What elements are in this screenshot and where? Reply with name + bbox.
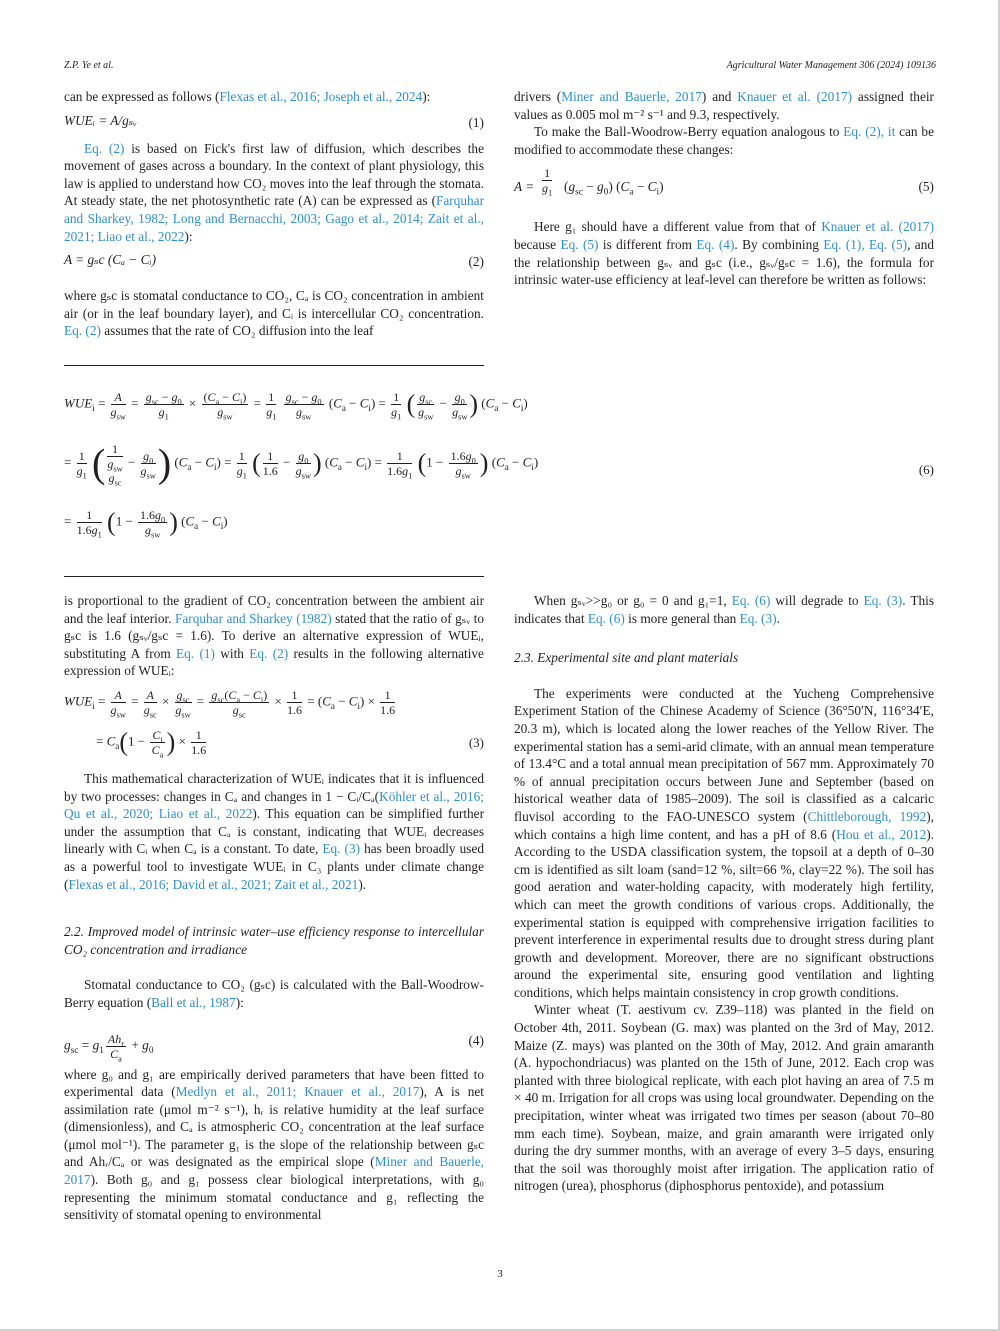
equation-link[interactable]: Eq. (2) — [84, 140, 125, 156]
running-header-authors: Z.P. Ye et al. — [64, 60, 114, 71]
equation-link[interactable]: Eq. (3) — [739, 610, 777, 626]
citation-link[interactable]: Medlyn et al., 2011; Knauer et al., 2017 — [175, 1084, 420, 1100]
paragraph: can be expressed as follows (Flexas et al., 2016; Joseph et al., 2024): — [64, 89, 431, 104]
citation-link[interactable]: Knauer et al. (2017) — [737, 89, 853, 104]
citation-link[interactable]: Flexas et al., 2016; David et al., 2021; Zait et al., 2021 — [68, 876, 359, 892]
paragraph: Eq. (2) is based on Fick's first law of diffusion, which describes the movement of gases across a boundary. In the context of plant physiology, this law is applied to understand how CO₂ moves into the leaf through the stomata. At steady state, the net photosynthetic rate (A) can be expressed as (Farquhar and Sharkey, 1982; Long and Bernacchi, 2003; Gago et al., 2014; Zait et al., 2021; Liao et al., 2022): — [64, 140, 484, 244]
equation-1: WUEᵢ = A/gₛᵥ (1) — [64, 112, 484, 130]
paragraph: The experiments were conducted at the Yucheng Comprehensive Experiment Station of the Chinese Academy of Science (36°50′N, 116°34′E, 20.3 m), which is located along the lower reaches of the Yellow River. The experimental station has a semi-arid climate, with an annual mean temperature of 13.4°C and a total annual mean precipitation of 567 mm. Approximately 70 % of annual precipitation occurs between June and September (based on historical weather data of 1985–2009). The soil is classified as a calcaric fluvisol according to the FAO-UNESCO system (Chittleborough, 1992), which contains a high lime content, and has a pH of 8.6 (Hou et al., 2012). According to the USDA classification system, the topsoil at a depth of 0–30 cm is identified as silt loam (sand=12 %, silt=66 %, clay=22 %). The soil has good aeration and water-holding capacity, with moderately high fertility, which can meet the growth conditions of various crops. Additionally, the experimental station is equipped with comprehensive irrigation facilities to prevent interference in experimental results due to drought stress during plant growth and development. Moreover, there are no significant obstructions around the experimental site, ensuring good ventilation and lighting conditions, which helps maintain consistency in crop growth conditions. — [514, 685, 934, 1000]
paragraph: Stomatal conductance to CO₂ (gₛc) is calculated with the Ball-Woodrow-Berry equation (Ball et al., 1987): — [64, 977, 484, 1010]
citation-link[interactable]: Ball et al., 1987 — [151, 994, 236, 1010]
citation-link[interactable]: Farquhar and Sharkey (1982) — [175, 610, 332, 626]
equation-number: (2) — [468, 254, 484, 270]
paragraph: Here g₁ should have a different value from that of Knauer et al. (2017) because Eq. (5) is different from Eq. (4). By combining Eq. (1), Eq. (5), and the relationship between gₛᵥ and gₛc (i.e., gₛᵥ/gₛc = 1.6), the formula for intrinsic water-use efficiency at leaf-level can therefore be written as follows: — [514, 219, 935, 288]
running-header-journal: Agricultural Water Management 306 (2024) 109136 — [726, 60, 936, 71]
equation-link[interactable]: Eq. (2) — [249, 645, 289, 661]
paragraph: To make the Ball-Woodrow-Berry equation analogous to Eq. (2), it can be modified to accommodate these changes: — [514, 124, 934, 157]
citation-link[interactable]: Miner and Bauerle, 2017 — [64, 1154, 484, 1188]
equation-number: (3) — [468, 734, 484, 750]
equation-6: $WUE_i$ = $\frac{A}{g_{sw}}$ = $\frac{g_{sc} - g_0}{g_1}$ × $\frac{(C_a - C_i)}{g_{sw}}$ = $\frac{1}{g_1}$ $\frac{g_{sc} - g_0}{g_{sw}}$ $(C_a - C_i)$ = $\frac{1}{g_1}$ ( $\frac{g_{sc}}{g_{sw}}$ − $\frac{g_0}{g_{sw}}$ ) $(C_a - C_i)$ = $\frac{1}{g_1}$ ( 1 $g_{sw}$ $g_{sc}$ − $\frac{g_0}{g_{sw}}$ ) $(C_a - C_i)$ = $\frac{1}{g_1}$ ( $\frac{1}{1.6}$ − $\frac{g_0}{g_{sw}}$ ) $(C_a - C_i)$ = $\frac{1}{1.6g_1}$ (1 − $\frac{1.6g_0}{g_{sw}}$ ) $(C_a - C_i)$ = $\frac{1}{1.6g_1}$ (1 − $\frac{1.6g_0}{g_{sw}}$ ) $(C_a - C_i)$ (6) — [64, 389, 934, 540]
equation-4: $g_{sc} = g_1$ $\frac{Ah_r}{C_a}$ + $g_0$ (4) — [64, 1031, 484, 1063]
paragraph: When gₛᵥ>>g₀ or g₀ = 0 and g₁=1, Eq. (6) will degrade to Eq. (3). This indicates that Eq. (6) is more general than Eq. (3). — [514, 593, 935, 626]
section-heading: 2.2. Improved model of intrinsic water–use efficiency response to intercellular CO₂ concentration and irradiance — [64, 924, 484, 957]
left-column-bottom — [64, 592, 484, 1224]
equation-2: A = gₛc (Cₐ − Cᵢ) (2) — [64, 252, 484, 270]
citation-link[interactable]: Chittleborough, 1992 — [807, 808, 927, 824]
separator-rule — [64, 576, 484, 577]
equation-5: A = $\frac{1}{g_1}$ $(g_{sc} - g_0) (C_a - C_i)$ (5) — [514, 166, 934, 199]
equation-link[interactable]: Eq. (6) — [731, 593, 771, 608]
paragraph: where gₛc is stomatal conductance to CO₂, Cₐ is CO₂ concentration in ambient air (or in the leaf boundary layer), and Cᵢ is intercellular CO₂ concentration. Eq. (2) assumes that the rate of CO₂ diffusion into the leaf — [64, 288, 484, 339]
equation-link[interactable]: Eq. (1), Eq. (5) — [823, 236, 908, 252]
equation-number: (4) — [468, 1032, 484, 1048]
equation-link[interactable]: Eq. (2) — [64, 323, 101, 339]
paragraph: Winter wheat (T. aestivum cv. Z39–118) was planted in the field on October 4th, 2011. Soybean (G. max) was planted on the 3rd of May, 2012. Maize (Z. mays) was planted on the 30th of May, 2012. And grain amaranth (A. hypochondriacus) was planted on the 15th of June, 2012. Each crop was planted with three biological replicate, with each plot having an area of 7.5 m × 40 m. Irrigation for all crops was using local groundwater. Depending on the precipitation, winter wheat was irrigated two times per season (about 70–80 mm each time). Soybean, maize, and grain amaranth were irrigated only during the dry summer months, with an average of every 3–5 days, ensuring that the soil was thoroughly moist after irrigation. The application ratio of nitrogen (urea), phosphorus (diphosphorus pentoxide), and potassium — [514, 1002, 934, 1194]
equation-link[interactable]: Eq. (5) — [560, 236, 599, 252]
equation-link[interactable]: Eq. (3) — [322, 841, 361, 857]
equation-link[interactable]: Eq. (1) — [176, 645, 215, 661]
equation-link[interactable]: Eq. (4) — [696, 236, 735, 252]
equation-number: (5) — [918, 179, 934, 195]
right-column-top — [514, 88, 934, 289]
citation-link[interactable]: Köhler et al., 2016; Qu et al., 2020; Liao et al., 2022 — [64, 788, 484, 822]
equation-link[interactable]: Eq. (6) — [587, 610, 625, 626]
citation-link[interactable]: Farquhar and Sharkey, 1982; Long and Bernacchi, 2003; Gago et al., 2014; Zait et al., 2021; Liao et al., 2022 — [64, 193, 484, 244]
paragraph: is proportional to the gradient of CO₂ concentration between the ambient air and the leaf interior. Farquhar and Sharkey (1982) stated that the ratio of gₛᵥ to gₛc is 1.6 (gₛᵥ/gₛc = 1.6). To derive an alternative expression of WUEᵢ, substituting A from Eq. (1) with Eq. (2) results in the following alternative expression of WUEᵢ: — [64, 593, 484, 679]
paragraph: drivers (Miner and Bauerle, 2017) and Knauer et al. (2017) assigned their values as 0.005 mol m⁻² s⁻¹ and 9.3, respectively. — [514, 89, 934, 122]
paragraph: This mathematical characterization of WUEᵢ indicates that it is influenced by two processes: changes in Cₐ and changes in 1 − Cᵢ/Cₐ(Köhler et al., 2016; Qu et al., 2020; Liao et al., 2022). This equation can be simplified further under the assumption that Cₐ is constant, indicating that WUEᵢ decreases linearly with Cᵢ when Cₐ is a constant. To date, Eq. (3) has been broadly used as a powerful tool to investigate WUEᵢ in C₃ plants under climate change (Flexas et al., 2016; David et al., 2021; Zait et al., 2021). — [64, 770, 485, 892]
citation-link[interactable]: Knauer et al. (2017) — [821, 219, 935, 235]
separator-rule — [64, 365, 484, 366]
right-column-bottom — [514, 592, 934, 1195]
section-heading: 2.3. Experimental site and plant materials — [514, 650, 739, 666]
equation-number: (1) — [468, 114, 484, 130]
page-number: 3 — [497, 1268, 503, 1280]
citation-link[interactable]: Flexas et al., 2016; Joseph et al., 2024 — [219, 89, 423, 104]
equation-link[interactable]: Eq. (2), it — [843, 124, 896, 140]
left-column-top — [64, 88, 484, 340]
citation-link[interactable]: Miner and Bauerle, 2017 — [561, 89, 702, 104]
equation-link[interactable]: Eq. (3) — [863, 593, 903, 608]
paragraph: where g₀ and g₁ are empirically derived parameters that have been fitted to experimental data (Medlyn et al., 2011; Knauer et al., 2017), A is net assimilation rate (μmol m⁻² s⁻¹), hᵣ is relative humidity at the leaf surface (dimensionless), and Cₐ is atmospheric CO₂ concentration at the leaf surface (μmol mol⁻¹). The parameter g₁ is the slope of the relationship between gₛc and Ahᵣ/Cₐ or was designated as the empirical slope (Miner and Bauerle, 2017). Both g₀ and g₁ possess clear biological interpretations, with g₀ representing the minimum stomatal conductance and g₁ reflecting the sensitivity of stomatal opening to environmental — [64, 1066, 484, 1223]
equation-3: $WUE_i$ = $\frac{A}{g_{sw}}$ = $\frac{A}{g_{sc}}$ × $\frac{g_{sc}}{g_{sw}}$ = $\frac{g_{sc}(C_a - C_i)}{g_{sc}}$ × $\frac{1}{1.6}$ = $(C_a - C_i)$ × $\frac{1}{1.6}$ = $C_a(1$ − $\frac{C_i}{C_a}$ ) × $\frac{1}{1.6}$ (3) — [64, 687, 484, 760]
equation-number: (6) — [918, 462, 934, 477]
citation-link[interactable]: Hou et al., 2012 — [836, 826, 927, 842]
